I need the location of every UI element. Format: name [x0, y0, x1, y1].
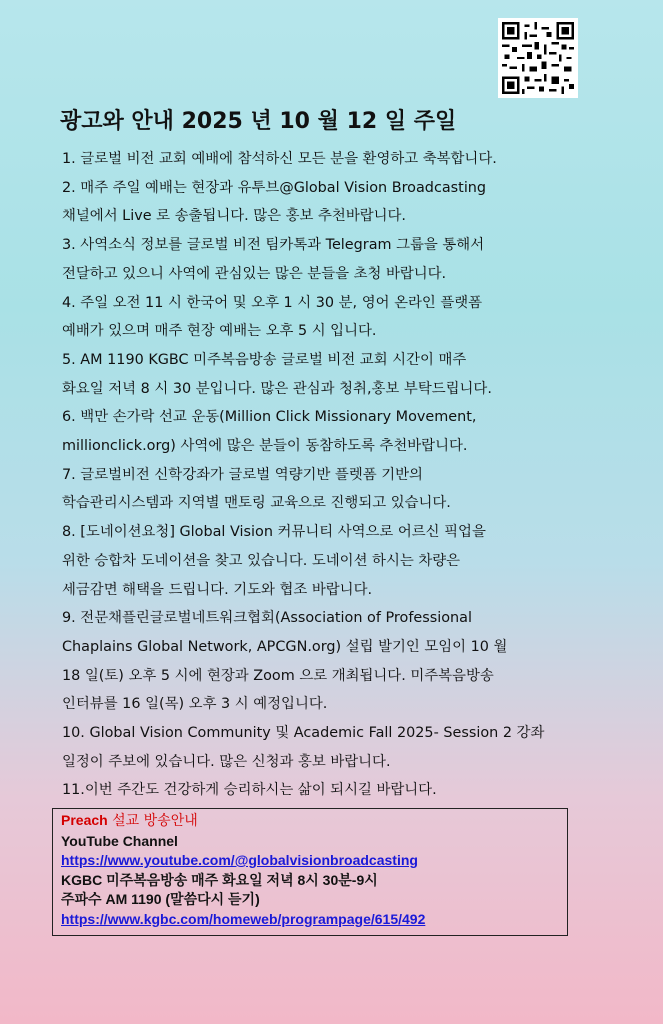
list-item: 3. 사역소식 정보를 글로벌 비전 팀카톡과 Telegram 그룹을 통해서 전달하고 있으니 사역에 관심있는 많은 분들을 초청 바랍니다. — [62, 237, 485, 282]
list-item: 7. 글로벌비전 신학강좌가 글로벌 역량기반 플렛폼 기반의 학습관리시스템과 지역별 맨토링 교육으로 진행되고 있습니다. — [62, 466, 451, 512]
kgbc-schedule: KGBC 미주복음방송 매주 화요일 저녁 8시 30분-9시 — [61, 871, 378, 888]
youtube-label: YouTube Channel — [61, 832, 178, 849]
list-item: 9. 전문채플린글로벌네트워크협회(Association of Professional Chaplains Global Network, APCGN.org) 설립 발기인 모임이 10 월 18 일(토) 오후 5 시에 현장과 Zoom 으로 개최됩니다. 미주복음방송 인터뷰를 16 일(목) 오후 3 시 예정입니다. — [62, 610, 508, 713]
preach-label: Preach — [61, 812, 108, 828]
youtube-link[interactable]: https://www.youtube.com/@globalvisionbroadcasting — [61, 852, 418, 868]
qr-code — [498, 18, 578, 98]
announcement-list — [62, 145, 642, 805]
broadcast-info-box — [52, 808, 568, 936]
list-item: 10. Global Vision Community 및 Academic Fall 2025- Session 2 강좌 일정이 주보에 있습니다. 많은 신청과 홍보 바랍니다. — [62, 725, 545, 770]
preach-suffix: 설교 방송안내 — [107, 813, 198, 829]
list-item: 5. AM 1190 KGBC 미주복음방송 글로벌 비전 교회 시간이 매주 화요일 저녁 8 시 30 분입니다. 많은 관심과 청취,홍보 부탁드립니다. — [62, 351, 492, 397]
list-item: 1. 글로벌 비전 교회 예배에 참석하신 모든 분을 환영하고 축복합니다. — [62, 151, 497, 167]
list-item: 8. [도네이션요청] Global Vision 커뮤니티 사역으로 어르신 픽업을 위한 승합차 도네이션을 찾고 있습니다. 도네이션 하시는 차량은 세금감면 해택을 드립니다. 기도와 협조 바랍니다. — [62, 524, 486, 598]
list-item: 11.이번 주간도 건강하게 승리하시는 삶이 되시길 바랍니다. — [62, 782, 437, 799]
preach-heading — [61, 811, 559, 832]
list-item: 2. 매주 주일 예배는 현장과 유투브@Global Vision Broadcasting 채널에서 Live 로 송출됩니다. 많은 홍보 추천바랍니다. — [62, 179, 487, 225]
frequency-line: 주파수 AM 1190 (말씀다시 듣기) — [61, 891, 260, 907]
list-item: 4. 주일 오전 11 시 한국어 및 오후 1 시 30 분, 영어 온라인 플랫폼 예배가 있으며 매주 현장 예배는 오후 5 시 입니다. — [62, 294, 483, 340]
page-title: 광고와 안내 2025 년 10 월 12 일 주일 — [60, 109, 457, 134]
qr-code-icon — [502, 22, 574, 94]
list-item: 6. 백만 손가락 선교 운동(Million Click Missionary Movement, millionclick.org) 사역에 많은 분들이 동참하도록 추천바랍니다. — [62, 409, 477, 455]
kgbc-link[interactable]: https://www.kgbc.com/homeweb/programpage/615/492 — [61, 910, 426, 927]
